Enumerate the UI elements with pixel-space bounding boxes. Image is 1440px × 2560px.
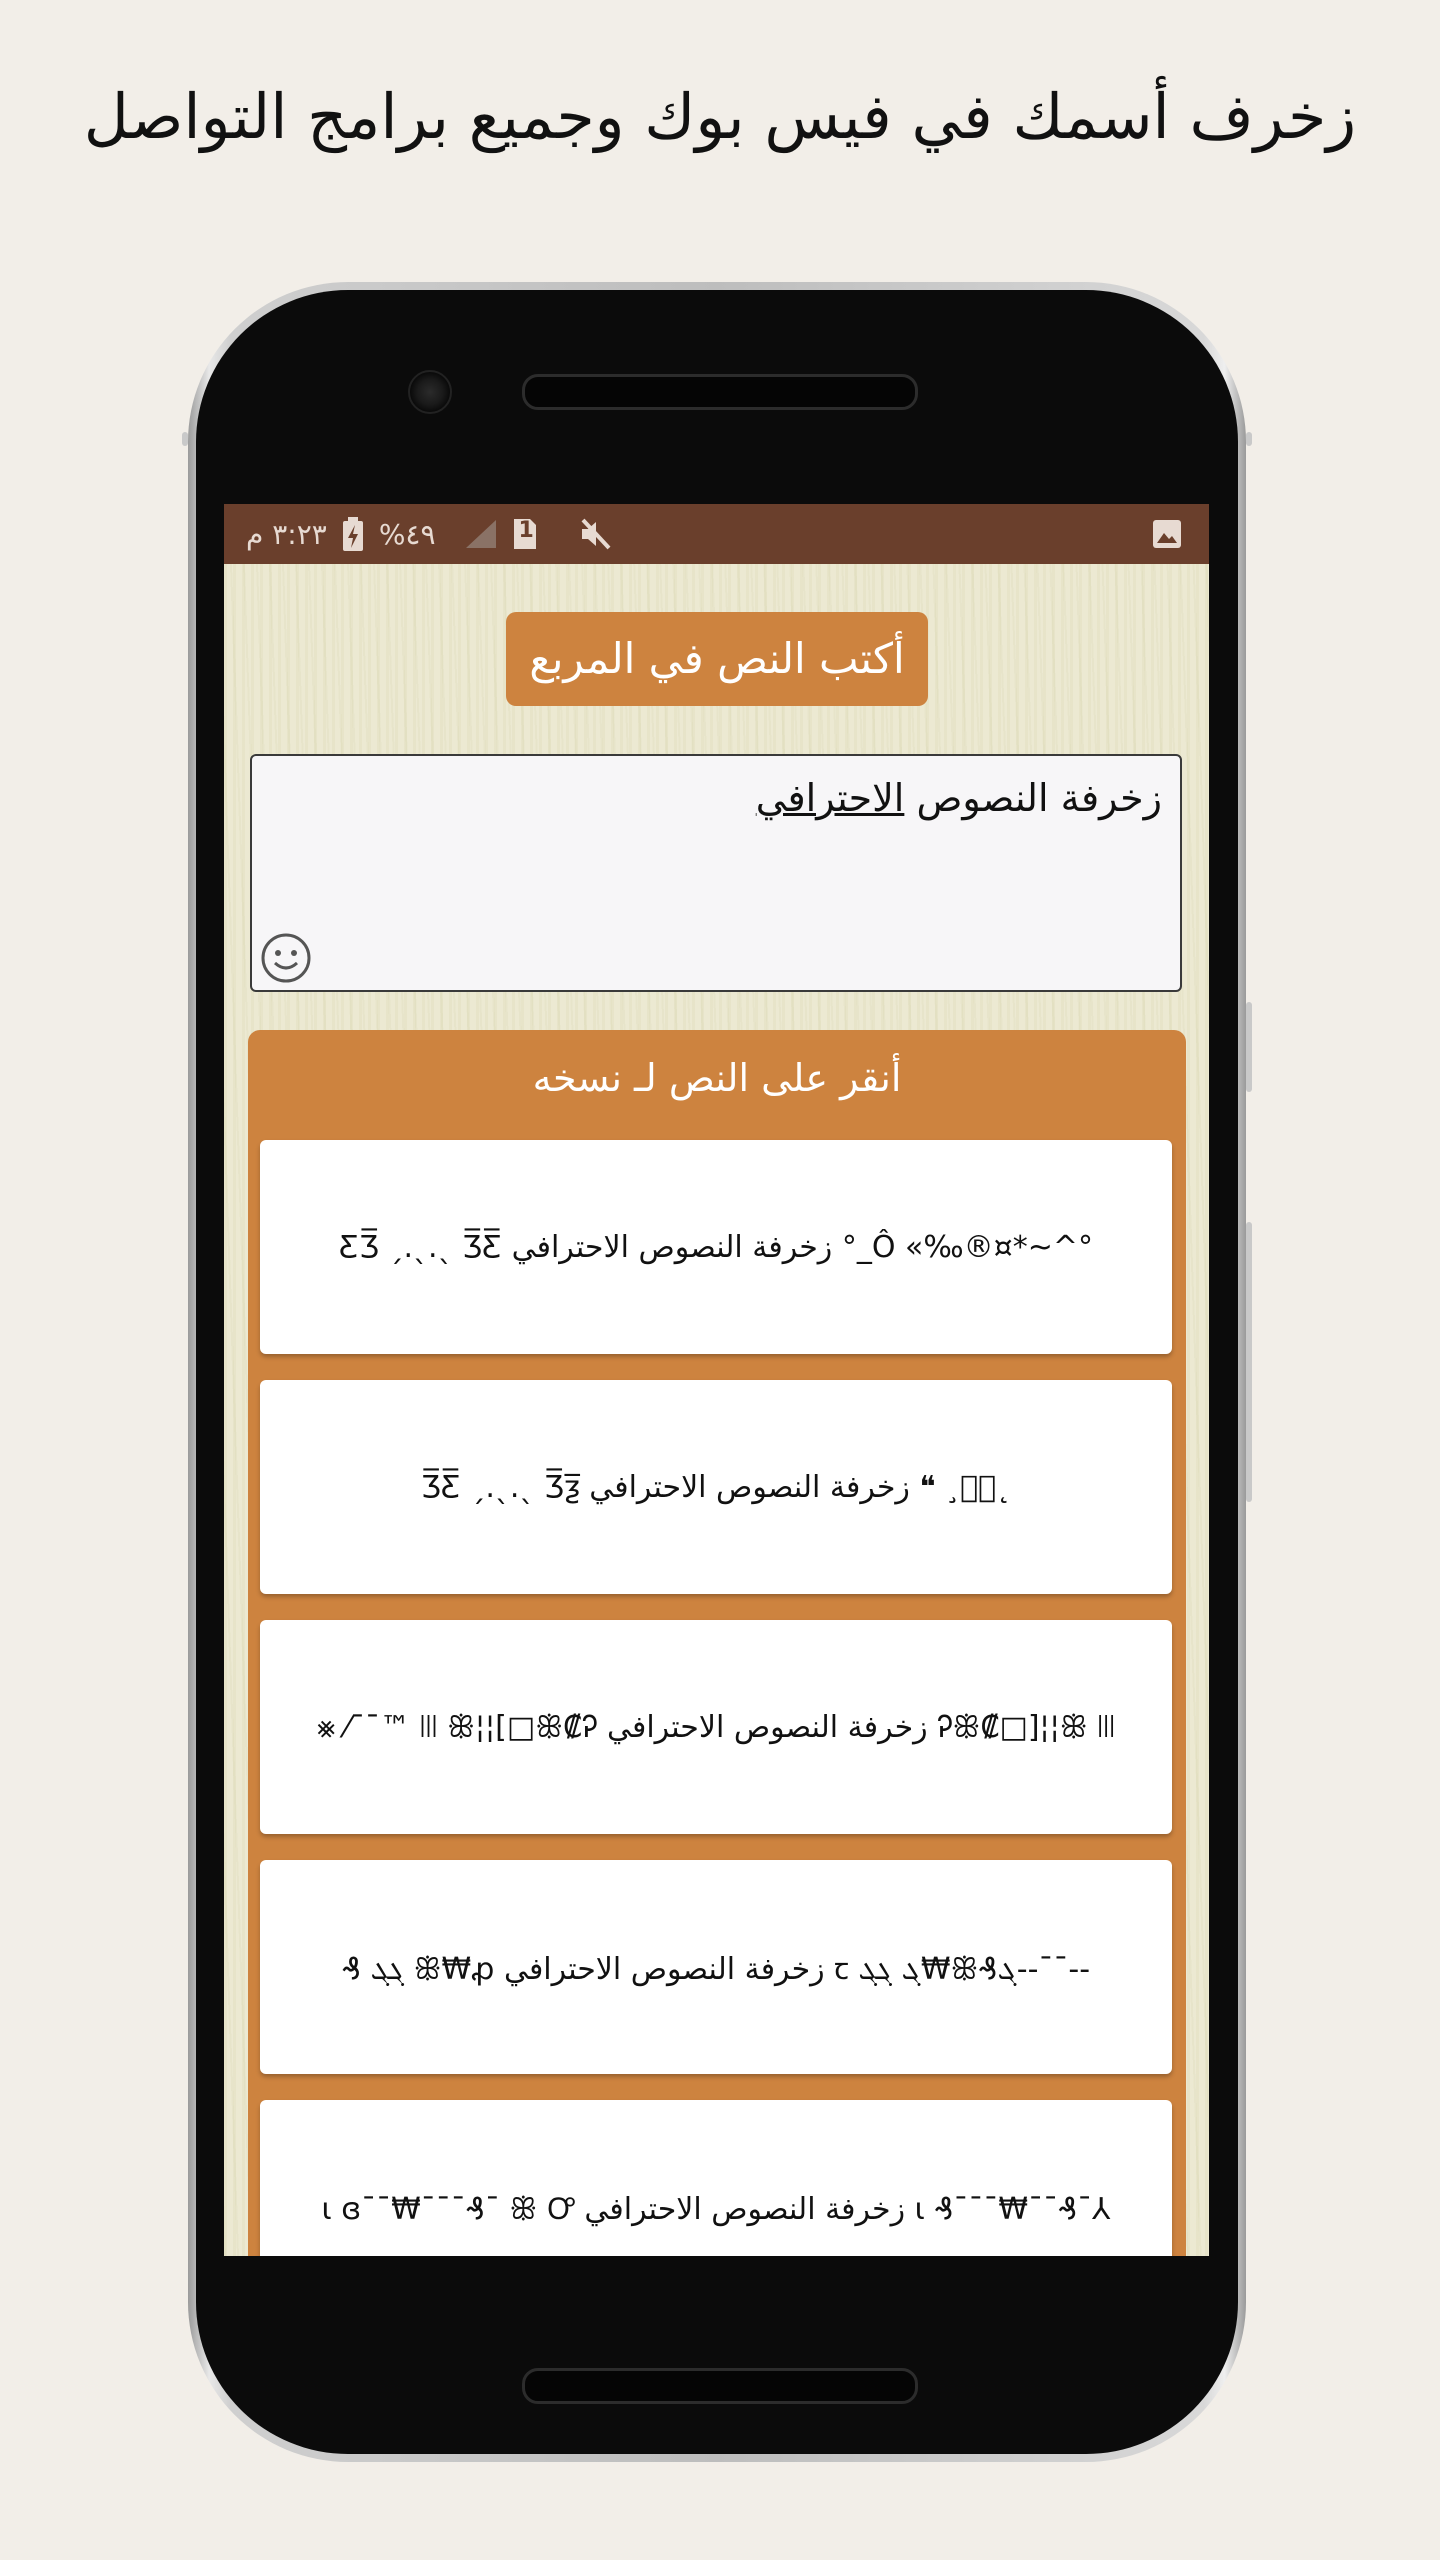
input-text-plain: زخرفة النصوص [904, 776, 1162, 820]
promo-headline: زخرف أسمك في فيس بوك وجميع برامج التواصل [83, 80, 1357, 153]
notification-icons [1151, 516, 1183, 552]
result-card-1[interactable]: °^~*¤®‰» Ô_° زخرفة النصوص الاحترافي ƸƷ̅ ˏ.ˎ.ˎ Ʒ̅Ƹ̅ [260, 1140, 1172, 1354]
results-panel [248, 1030, 1186, 2256]
muted-speaker-icon [578, 517, 612, 551]
volume-button [1246, 1002, 1252, 1092]
sim-number: 1 [518, 518, 534, 543]
results-title: أنقر على النص لـ نسخه [532, 1056, 902, 1100]
battery-charging-icon [341, 516, 365, 552]
power-button [1246, 1222, 1252, 1502]
result-card-5[interactable]: ⅄ˉ₰ˉˉ₩ˉˉˉ₰ ɩ زخرفة النصوص الاحترافي ɩ ɞˉˉ₩ˉˉˉ₰ˉ ꕥ Ꝍ [260, 2100, 1172, 2256]
gallery-icon [1151, 518, 1183, 550]
signal-icon [464, 518, 498, 550]
front-camera [408, 370, 452, 414]
result-card-2[interactable]: ˛¸ͦ⃝ ❝ زخرفة النصوص الاحترافي Ʒ̅Ƹ̅ ˏ.ˎ.ˎ Ʒ̅ƺ̅ [260, 1380, 1172, 1594]
emoji-icon[interactable] [260, 932, 312, 984]
status-bar [224, 504, 1209, 564]
phone-side-button [1246, 432, 1252, 446]
battery-percent: %٤٩ [378, 517, 436, 551]
instruction-label: أكتب النص في المربع [506, 612, 928, 706]
result-card-4[interactable]: --¯¯--ܓ₰ꕥ₩ܓ ܓܓ ꞇ زخرفة النصوص الاحترافي ꕥ₩ꝓ ܓܓ ₰ [260, 1860, 1172, 2074]
sim-icon [512, 517, 538, 551]
input-text[interactable] [756, 776, 1162, 820]
top-speaker [522, 374, 918, 410]
status-time: ٣:٢٣ م [246, 517, 327, 551]
result-card-3[interactable]: ꕥ ꔖ¦¦[□₡Ꭾꕥ زخرفة النصوص الاحترافي ꕥ₡Ꭾ□]¦¦ꔖ ꕥ ™¯¯⁄ ⨳ [260, 1620, 1172, 1834]
input-text-underlined: الاحترافي [755, 776, 905, 820]
status-indicators [246, 512, 612, 556]
app-screen [224, 504, 1209, 2256]
phone-side-button [182, 432, 188, 446]
text-input-box[interactable] [250, 754, 1182, 992]
bottom-speaker [522, 2368, 918, 2404]
